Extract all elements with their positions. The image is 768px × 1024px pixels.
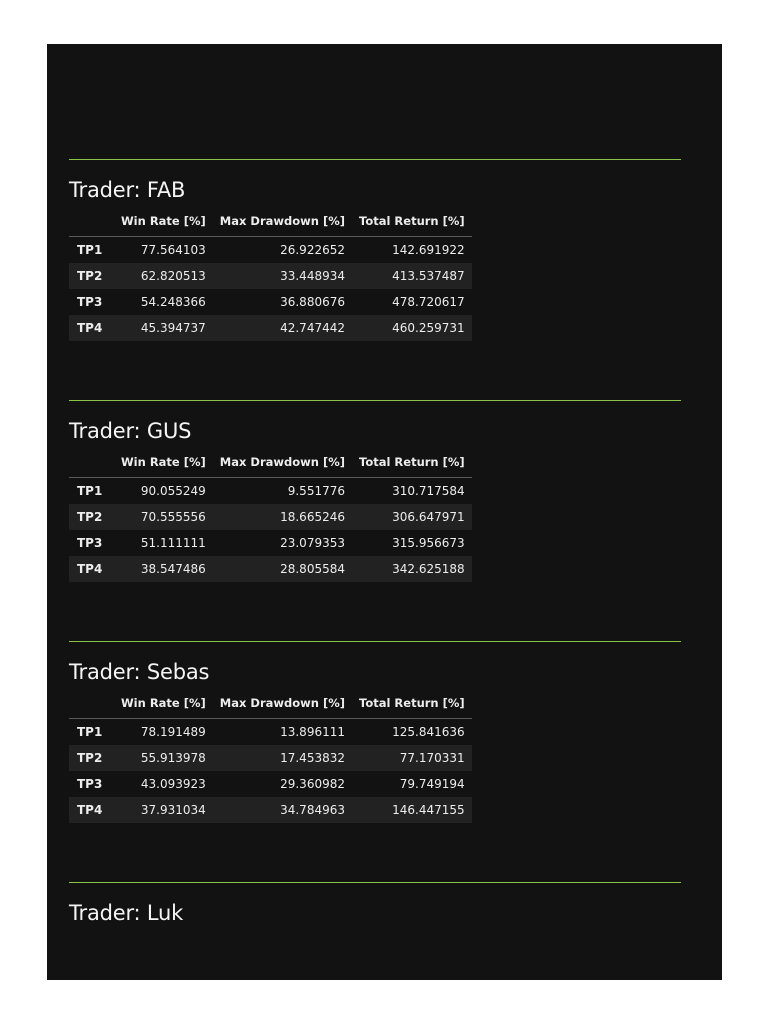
cell-total-return: 315.956673 [392,536,465,550]
trader-title: Trader: Luk [69,901,184,925]
cell-max-drawdown: 33.448934 [213,263,352,289]
cell-max-drawdown: 36.880676 [280,295,345,309]
table-row [69,530,472,556]
cell-total-return: 460.259731 [352,315,472,341]
table-row [69,289,472,315]
row-label: TP1 [77,484,103,498]
col-header-total-return: Total Return [%] [352,696,472,719]
trader-section-sebas [69,641,681,882]
table-row [69,478,472,505]
col-header-win-rate: Win Rate [%] [114,455,213,478]
trader-section-luk [69,882,681,980]
cell-max-drawdown: 28.805584 [213,556,352,582]
cell-win-rate: 38.547486 [114,556,213,582]
table-row [69,263,472,289]
cell-total-return: 142.691922 [392,243,465,257]
table-row [69,745,472,771]
cell-win-rate: 77.564103 [140,243,206,257]
corner-header [69,696,114,719]
cell-win-rate: 43.093923 [140,777,206,791]
cell-win-rate: 54.248366 [140,295,206,309]
cell-max-drawdown: 17.453832 [213,745,352,771]
cell-win-rate: 78.191489 [140,725,206,739]
col-header-win-rate: Win Rate [%] [114,696,213,719]
cell-total-return: 413.537487 [352,263,472,289]
cell-total-return: 342.625188 [352,556,472,582]
trader-section-fab [69,159,681,400]
col-header-max-drawdown: Max Drawdown [%] [213,696,352,719]
row-label: TP1 [77,725,103,739]
table-row [69,771,472,797]
corner-header [69,214,114,237]
row-label: TP4 [69,797,114,823]
table-row [69,556,472,582]
col-header-total-return: Total Return [%] [352,455,472,478]
cell-max-drawdown: 26.922652 [280,243,345,257]
trader-stats-table [69,214,472,341]
trader-title: Trader: GUS [69,419,192,443]
table-row [69,315,472,341]
trader-title: Trader: Sebas [69,660,210,684]
table-row [69,797,472,823]
table-row [69,237,472,264]
table-row [69,504,472,530]
row-label: TP3 [77,536,103,550]
cell-total-return: 79.749194 [399,777,465,791]
trader-stats-table [69,696,472,823]
cell-max-drawdown: 13.896111 [280,725,345,739]
cell-total-return: 77.170331 [352,745,472,771]
cell-max-drawdown: 34.784963 [213,797,352,823]
row-label: TP2 [69,263,114,289]
report-content [69,159,681,980]
row-label: TP1 [77,243,103,257]
cell-max-drawdown: 42.747442 [213,315,352,341]
cell-win-rate: 62.820513 [114,263,213,289]
cell-win-rate: 51.111111 [140,536,206,550]
document-page [47,44,722,980]
trader-title: Trader: FAB [69,178,186,202]
cell-total-return: 478.720617 [392,295,465,309]
col-header-total-return: Total Return [%] [352,214,472,237]
row-label: TP2 [69,504,114,530]
cell-max-drawdown: 23.079353 [280,536,345,550]
trader-section-gus [69,400,681,641]
cell-win-rate: 37.931034 [114,797,213,823]
row-label: TP3 [77,295,103,309]
table-header-row [69,696,472,719]
trader-stats-table [69,455,472,582]
col-header-max-drawdown: Max Drawdown [%] [213,455,352,478]
col-header-max-drawdown: Max Drawdown [%] [213,214,352,237]
table-header-row [69,214,472,237]
table-header-row [69,455,472,478]
section-divider [69,882,681,883]
cell-total-return: 310.717584 [392,484,465,498]
table-row [69,719,472,746]
cell-win-rate: 90.055249 [140,484,206,498]
row-label: TP3 [77,777,103,791]
cell-win-rate: 70.555556 [114,504,213,530]
cell-max-drawdown: 9.551776 [287,484,345,498]
cell-total-return: 146.447155 [352,797,472,823]
cell-total-return: 306.647971 [352,504,472,530]
cell-max-drawdown: 18.665246 [213,504,352,530]
col-header-win-rate: Win Rate [%] [114,214,213,237]
row-label: TP2 [69,745,114,771]
row-label: TP4 [69,556,114,582]
section-divider [69,641,681,642]
row-label: TP4 [69,315,114,341]
cell-total-return: 125.841636 [392,725,465,739]
section-divider [69,159,681,160]
cell-win-rate: 55.913978 [114,745,213,771]
cell-win-rate: 45.394737 [114,315,213,341]
section-divider [69,400,681,401]
cell-max-drawdown: 29.360982 [280,777,345,791]
corner-header [69,455,114,478]
